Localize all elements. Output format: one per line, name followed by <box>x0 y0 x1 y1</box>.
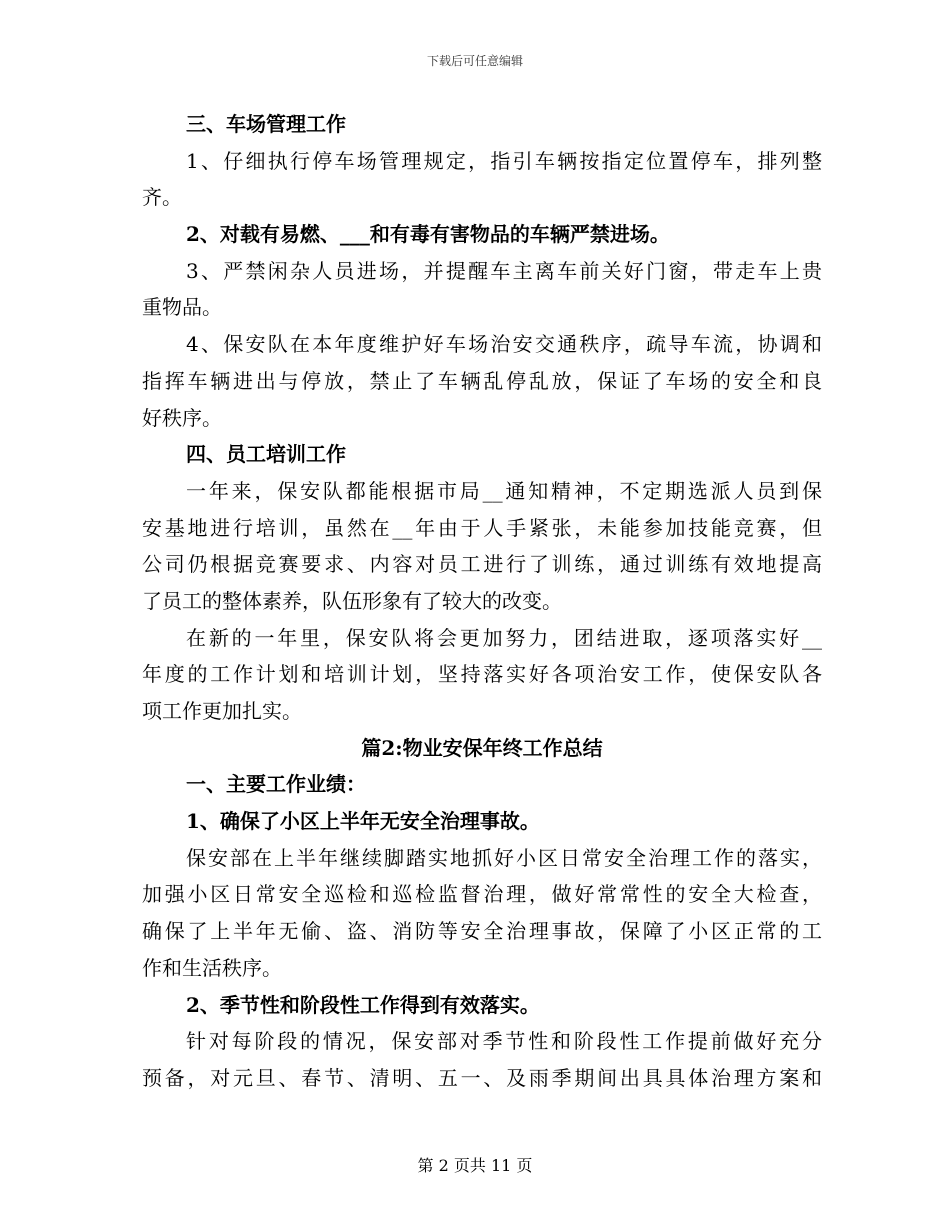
paragraph-line: 作和生活秩序。 <box>142 955 282 980</box>
paragraph-line: 好秩序。 <box>142 405 222 430</box>
page-header: 下载后可任意编辑 <box>426 54 523 68</box>
paragraph-line: 指挥车辆进出与停放，禁止了车辆乱停乱放，保证了车场的安全和良 <box>142 368 822 393</box>
article-title: 篇2:物业安保年终工作总结 <box>361 735 603 760</box>
paragraph-line: 4、保安队在本年度维护好车场治安交通秩序，疏导车流，协调和 <box>186 332 822 357</box>
paragraph-line: 1、仔细执行停车场管理规定，指引车辆按指定位置停车，排列整 <box>186 148 822 173</box>
section-heading: 一、主要工作业绩： <box>186 772 366 797</box>
paragraph-line: 在新的一年里，保安队将会更加努力，团结进取，逐项落实好__ <box>186 625 822 650</box>
bold-paragraph-line: 2、对载有易燃、___和有毒有害物品的车辆严禁进场。 <box>186 222 670 247</box>
bold-paragraph-line: 1、确保了小区上半年无安全治理事故。 <box>186 809 540 834</box>
section-heading: 三、车场管理工作 <box>186 112 346 136</box>
paragraph-line: 加强小区日常安全巡检和巡检监督治理，做好常常性的安全大检查， <box>142 882 822 907</box>
paragraph-line: 齐。 <box>142 185 182 210</box>
paragraph-line: 确保了上半年无偷、盗、消防等安全治理事故，保障了小区正常的工 <box>142 919 822 944</box>
section-heading: 四、员工培训工作 <box>186 442 346 467</box>
paragraph-line: 安基地进行培训，虽然在__年由于人手紧张，未能参加技能竞赛，但 <box>142 515 822 540</box>
document-body <box>142 106 822 1097</box>
paragraph-line: 针对每阶段的情况，保安部对季节性和阶段性工作提前做好充分 <box>186 1029 822 1054</box>
paragraph-line: 保安部在上半年继续脚踏实地抓好小区日常安全治理工作的落实， <box>186 845 822 870</box>
bold-paragraph-line: 2、季节性和阶段性工作得到有效落实。 <box>186 992 540 1017</box>
paragraph-line: 3、严禁闲杂人员进场，并提醒车主离车前关好门窗，带走车上贵 <box>186 258 822 283</box>
paragraph-line: 项工作更加扎实。 <box>142 699 302 723</box>
paragraph-line: 重物品。 <box>142 295 222 320</box>
paragraph-line: 年度的工作计划和培训计划，坚持落实好各项治安工作，使保安队各 <box>142 662 822 687</box>
page-footer: 第 2 页共 11 页 <box>417 1156 533 1175</box>
paragraph-line: 一年来，保安队都能根据市局__通知精神，不定期选派人员到保 <box>186 478 822 503</box>
paragraph-line: 了员工的整体素养，队伍形象有了较大的改变。 <box>142 588 562 613</box>
paragraph-line: 预备，对元旦、春节、清明、五一、及雨季期间出具具体治理方案和 <box>142 1065 822 1090</box>
paragraph-line: 公司仍根据竞赛要求、内容对员工进行了训练，通过训练有效地提高 <box>142 552 822 577</box>
